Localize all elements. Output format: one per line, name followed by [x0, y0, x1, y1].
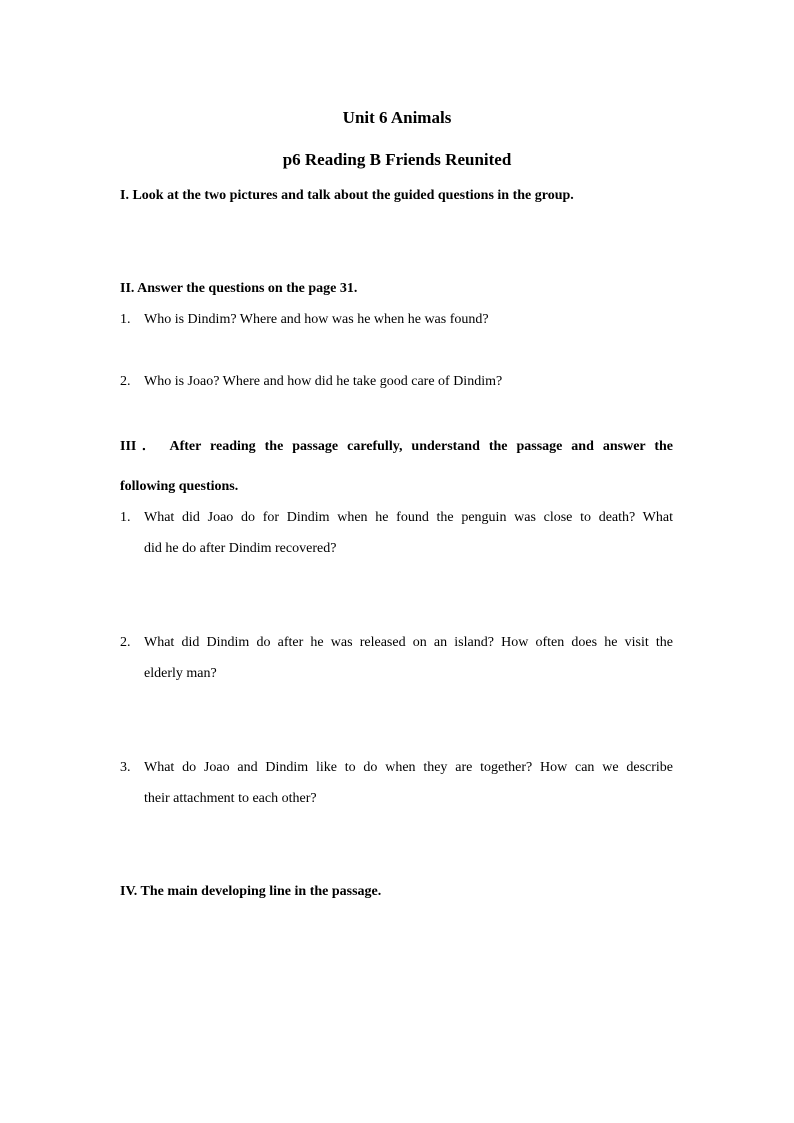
question-number: 1.	[120, 312, 131, 327]
section-3-heading-line-1: III． After reading the passage carefully, understand the passage and answer the	[120, 439, 673, 454]
question-number: 1.	[120, 510, 131, 525]
section-2-question-1	[0, 313, 794, 329]
page-title: Unit 6 Animals	[342, 108, 452, 127]
question-text-line-2: elderly man?	[144, 666, 217, 681]
section-3-question-1	[0, 511, 794, 527]
question-text: Who is Joao? Where and how did he take good care of Dindim?	[144, 374, 503, 389]
question-text-line-1: What did Dindim do after he was released on an island? How often does he visit the	[144, 635, 673, 650]
section-3-question-3	[0, 761, 794, 777]
question-number: 2.	[120, 635, 131, 650]
section-3-heading-line-2: following questions.	[120, 479, 239, 494]
section-3-question-2	[0, 636, 794, 652]
question-text-line-2: did he do after Dindim recovered?	[144, 541, 337, 556]
question-text-line-1: What do Joao and Dindim like to do when they are together? How can we describe	[144, 760, 673, 775]
page-subtitle: p6 Reading B Friends Reunited	[282, 150, 512, 169]
question-text-line-1: What did Joao do for Dindim when he found the penguin was close to death? What	[144, 510, 673, 525]
question-number: 2.	[120, 374, 131, 389]
section-2-heading: II. Answer the questions on the page 31.	[120, 281, 358, 296]
question-text: Who is Dindim? Where and how was he when he was found?	[144, 312, 489, 327]
question-number: 3.	[120, 760, 131, 775]
section-1-heading: I. Look at the two pictures and talk about the guided questions in the group.	[120, 188, 574, 203]
section-2-question-2	[0, 375, 794, 391]
section-4-heading: IV. The main developing line in the passage.	[120, 884, 382, 899]
question-text-line-2: their attachment to each other?	[144, 791, 317, 806]
